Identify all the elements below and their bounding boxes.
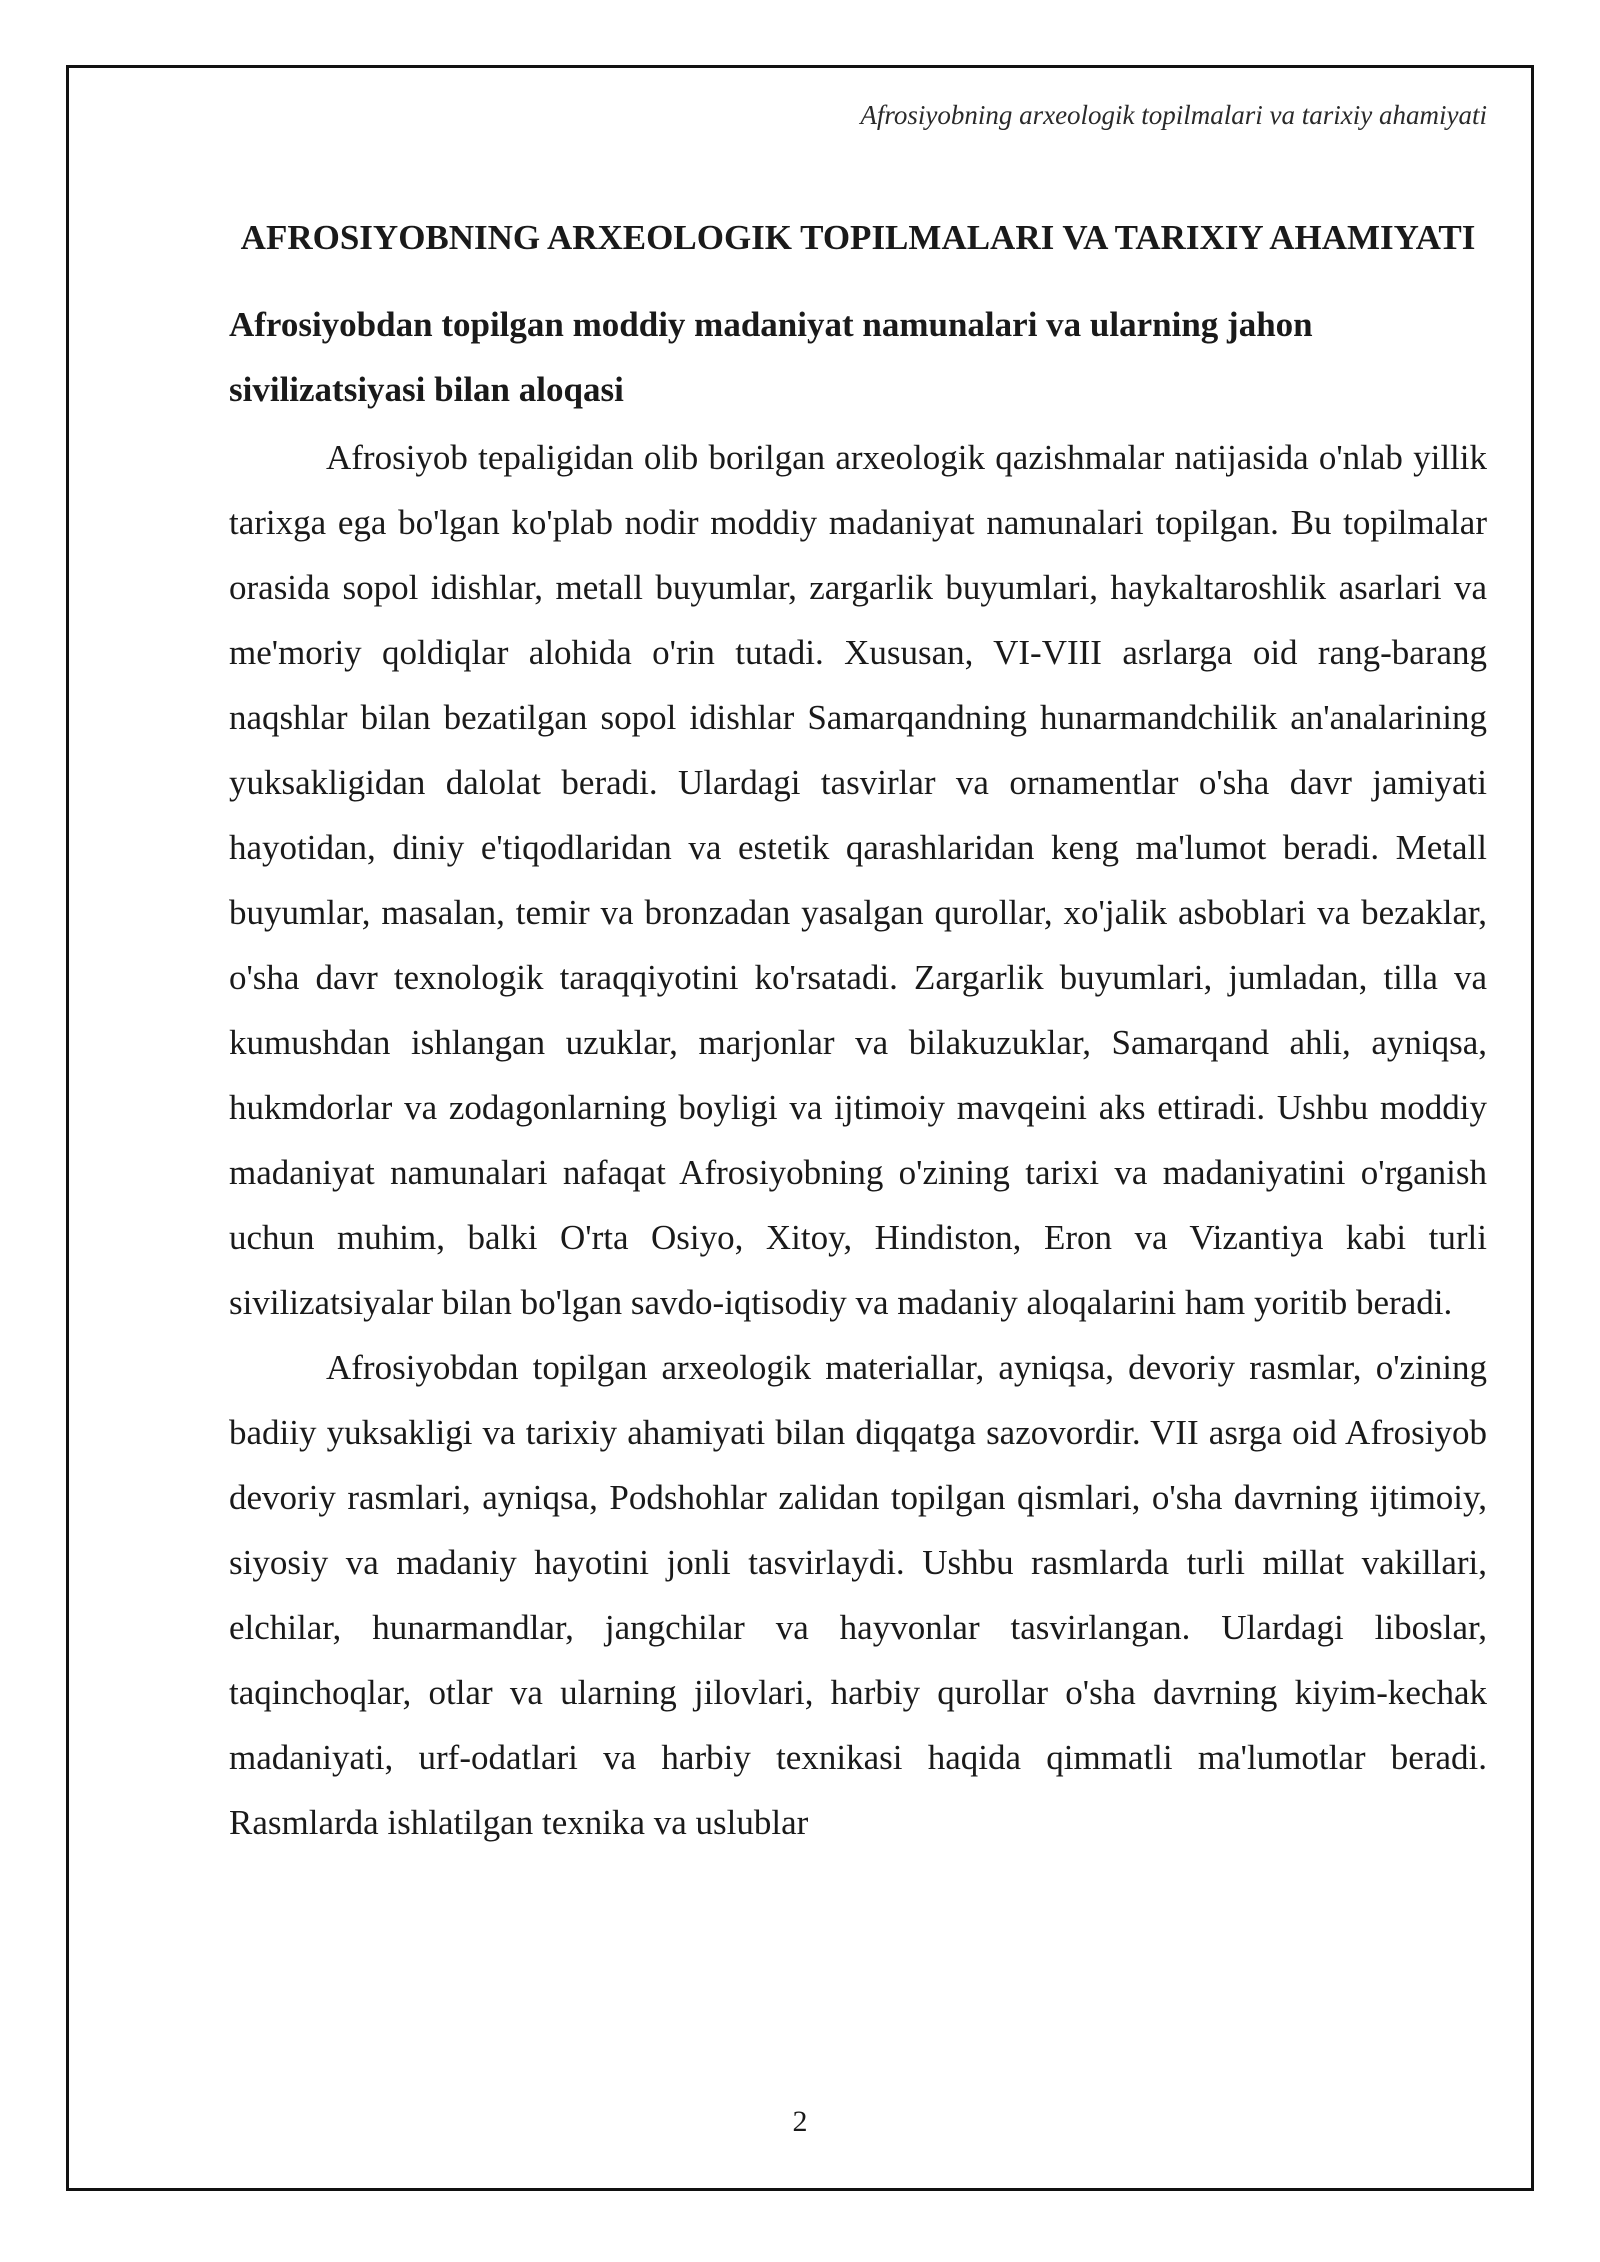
- body-paragraph-2: Afrosiyobdan topilgan arxeologik materiallar, ayniqsa, devoriy rasmlar, o'zining badiiy yuksakligi va tarixiy ahamiyati bilan diqqatga sazovordir. VII asrga oid Afrosiyob devoriy rasmlari, ayniqsa, Podshohlar zalidan topilgan qismlari, o'sha davrning ijtimoiy, siyosiy va madaniy hayotini jonli tasvirlaydi. Ushbu rasmlarda turli millat vakillari, elchilar, hunarmandlar, jangchilar va hayvonlar tasvirlangan. Ulardagi liboslar, taqinchoqlar, otlar va ularning jilovlari, harbiy qurollar o'sha davrning kiyim-kechak madaniyati, urf-odatlari va harbiy texnikasi haqida qimmatli ma'lumotlar beradi. Rasmlarda ishlatilgan texnika va uslublar: [229, 1348, 1487, 1842]
- page-number: 2: [792, 2105, 808, 2138]
- page-title: AFROSIYOBNING ARXEOLOGIK TOPILMALARI VA TARIXIY AHAMIYATI: [240, 218, 1476, 257]
- document-body: [229, 205, 1487, 1855]
- body-paragraph-1: Afrosiyob tepaligidan olib borilgan arxeologik qazishmalar natijasida o'nlab yillik tarixga ega bo'lgan ko'plab nodir moddiy madaniyat namunalari topilgan. Bu topilmalar orasida sopol idishlar, metall buyumlar, zargarlik buyumlari, haykaltaroshlik asarlari va me'moriy qoldiqlar alohida o'rin tutadi. Xususan, VI-VIII asrlarga oid rang-barang naqshlar bilan bezatilgan sopol idishlar Samarqandning hunarmandchilik an'analarining yuksakligidan dalolat beradi. Ulardagi tasvirlar va ornamentlar o'sha davr jamiyati hayotidan, diniy e'tiqodlaridan va estetik qarashlaridan keng ma'lumot beradi. Metall buyumlar, masalan, temir va bronzadan yasalgan qurollar, xo'jalik asboblari va bezaklar, o'sha davr texnologik taraqqiyotini ko'rsatadi. Zargarlik buyumlari, jumladan, tilla va kumushdan ishlangan uzuklar, marjonlar va bilakuzuklar, Samarqand ahli, ayniqsa, hukmdorlar va zodagonlarning boyligi va ijtimoiy mavqeini aks ettiradi. Ushbu moddiy madaniyat namunalari nafaqat Afrosiyobning o'zining tarixi va madaniyatini o'rganish uchun muhim, balki O'rta Osiyo, Xitoy, Hindiston, Eron va Vizantiya kabi turli sivilizatsiyalar bilan bo'lgan savdo-iqtisodiy va madaniy aloqalarini ham yoritib beradi.: [229, 438, 1487, 1322]
- section-heading: Afrosiyobdan topilgan moddiy madaniyat namunalari va ularning jahon sivilizatsiyasi bilan aloqasi: [229, 305, 1313, 409]
- running-header: Afrosiyobning arxeologik topilmalari va tarixiy ahamiyati: [860, 100, 1487, 130]
